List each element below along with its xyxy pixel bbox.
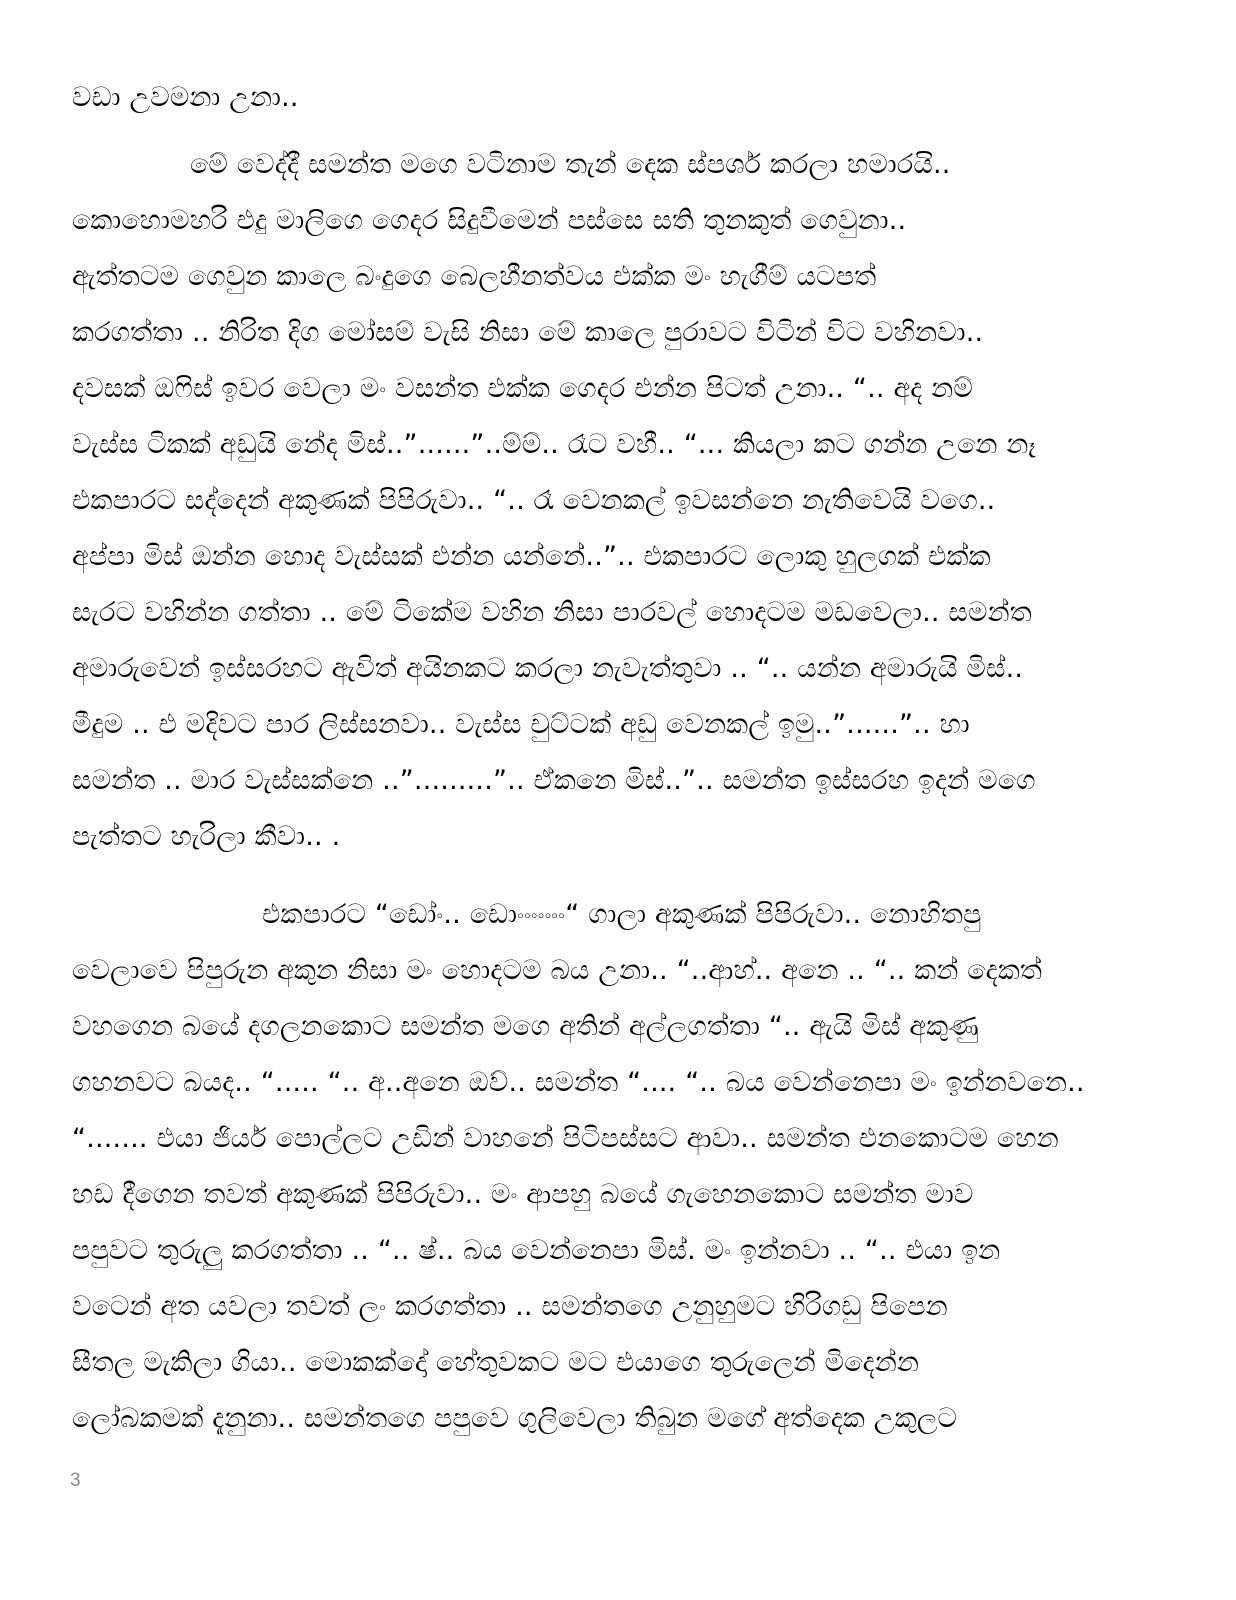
text-line: හඩ දීගෙන තවත් අකුණක් පිපිරුවා.. මං ආපහු බයේ ගැහෙනකොට සමන්ත මාව — [72, 1179, 974, 1210]
text-line: සමන්ත .. මාර වැස්සක්නෙ ..”.........”.. ඒකනෙ මිස්..”.. සමන්ත ඉස්සරහ ඉදන් මගෙ — [72, 765, 1036, 796]
text-line: එකපාරට සද්දෙන් අකුණක් පිපිරුවා.. “.. රෑ වෙනකල් ඉවසන්නෙ නැතිවෙයි වගෙ.. — [72, 485, 996, 516]
text-line: මේ වෙද්දී සමන්ත මගෙ වටිනාම තැන් දෙක ස්පර්ශ කරලා හමාරයි.. — [190, 149, 951, 180]
text-line: වැස්ස ටිකක් අඩුයි නේද මිස්..”......”..ම්ම්.. රෑට වහී.. “... කියලා කට ගන්න උනෙ නෑ — [72, 429, 1037, 460]
text-line: කොහොමහරි එදු මාලිගෙ ගෙදර සිදුවීමෙන් පස්සෙ සති තුනකුත් ගෙවුනා.. — [72, 205, 907, 236]
text-line: අප්පා මිස් ඔන්න හොද වැස්සක් එන්න යන්නේ..”.. එකපාරට ලොකු හුලගක් එක්ක — [72, 541, 991, 572]
text-line: වඩා උවමනා උනා.. — [72, 82, 299, 113]
text-line: පැත්තට හැරිලා කීවා.. . — [72, 821, 341, 852]
text-line: ගහනවට බයද.. “..... “.. අ..අනෙ ඔව්.. සමන්ත “.... “.. බය වෙන්නෙපා මං ඉන්නවනෙ.. — [72, 1067, 1085, 1098]
page-number: 3 — [70, 1470, 81, 1491]
text-line: සැරට වහින්න ගත්තා .. මේ ටිකේම වහින නිසා පාරවල් හොදටම මඩවෙලා.. සමන්ත — [72, 597, 1032, 628]
text-line: “....... එයා ජියර් පොල්ලට උඩින් වාහනේ පිටිපස්සට ආවා.. සමන්ත එනකොටම හෙන — [72, 1123, 1059, 1154]
text-line: සීතල මැකිලා ගියා.. මොකක්දෝ හේතුවකට මට එයාගෙ තුරුලෙන් මිදෙන්න — [72, 1347, 920, 1378]
text-line: ඇත්තටම ගෙවුන කාලෙ බංදුගෙ බෙලහීනත්වය එක්ක මං හැගීම් යටපත් — [72, 261, 877, 292]
text-line: වටෙන් අත යවලා තවත් ලං කරගත්තා .. සමන්තගෙ උනුහුමට හිරිගඩු පිපෙන — [72, 1291, 948, 1322]
text-line: දවසක් ඔෆිස් ඉවර වෙලා මං වසන්ත එක්ක ගෙදර එන්න පිටත් උනා.. “.. අද නම් — [72, 373, 974, 404]
text-line: වෙලාවෙ පිපුරුන අකුන නිසා මං හොදටම බය උනා.. “..ආහ්.. අනෙ .. “.. කන් දෙකත් — [72, 955, 1043, 986]
text-line: කරගත්තා .. නිරිත දිග මෝසම් වැසි නිසා මේ කාලෙ පුරාවට විටින් විට වහිනවා.. — [72, 317, 984, 348]
paragraph-1 — [72, 70, 1162, 126]
paragraph-2 — [72, 137, 1162, 865]
paragraph-3 — [72, 887, 1162, 1447]
text-line: එකපාරට “ඩෝං.. ඩොංංංංංංං“ ගාලා අකුණක් පිපිරුවා.. නොහිතපු — [262, 899, 982, 930]
text-line: ලෝබකමක් දැනුනා.. සමන්තගෙ පපුවෙ ගුලිවෙලා තිබුන මගේ අත්දෙක උකුලට — [72, 1403, 958, 1434]
text-line: මීදුම .. එ මදිවට පාර ලිස්සනවා.. වැස්ස චුට්ටක් අඩු වෙනකල් ඉමු..”......”.. හා — [72, 709, 970, 740]
text-line: වහගෙන බයේ දගලනකොට සමන්ත මගෙ අතින් අල්ලගත්තා “.. ඇයි මිස් අකුණු — [72, 1011, 979, 1042]
text-line: පපුවට තුරුලු කරගත්තා .. “.. ෂ්.. බය වෙන්නෙපා මිස්. මං ඉන්නවා .. “.. එයා ඉන — [72, 1235, 1001, 1266]
text-line: අමාරුවෙන් ඉස්සරහට ඇවිත් අයිනකට කරලා නැවැත්තුවා .. “.. යන්න අමාරුයි මිස්.. — [72, 653, 1024, 684]
